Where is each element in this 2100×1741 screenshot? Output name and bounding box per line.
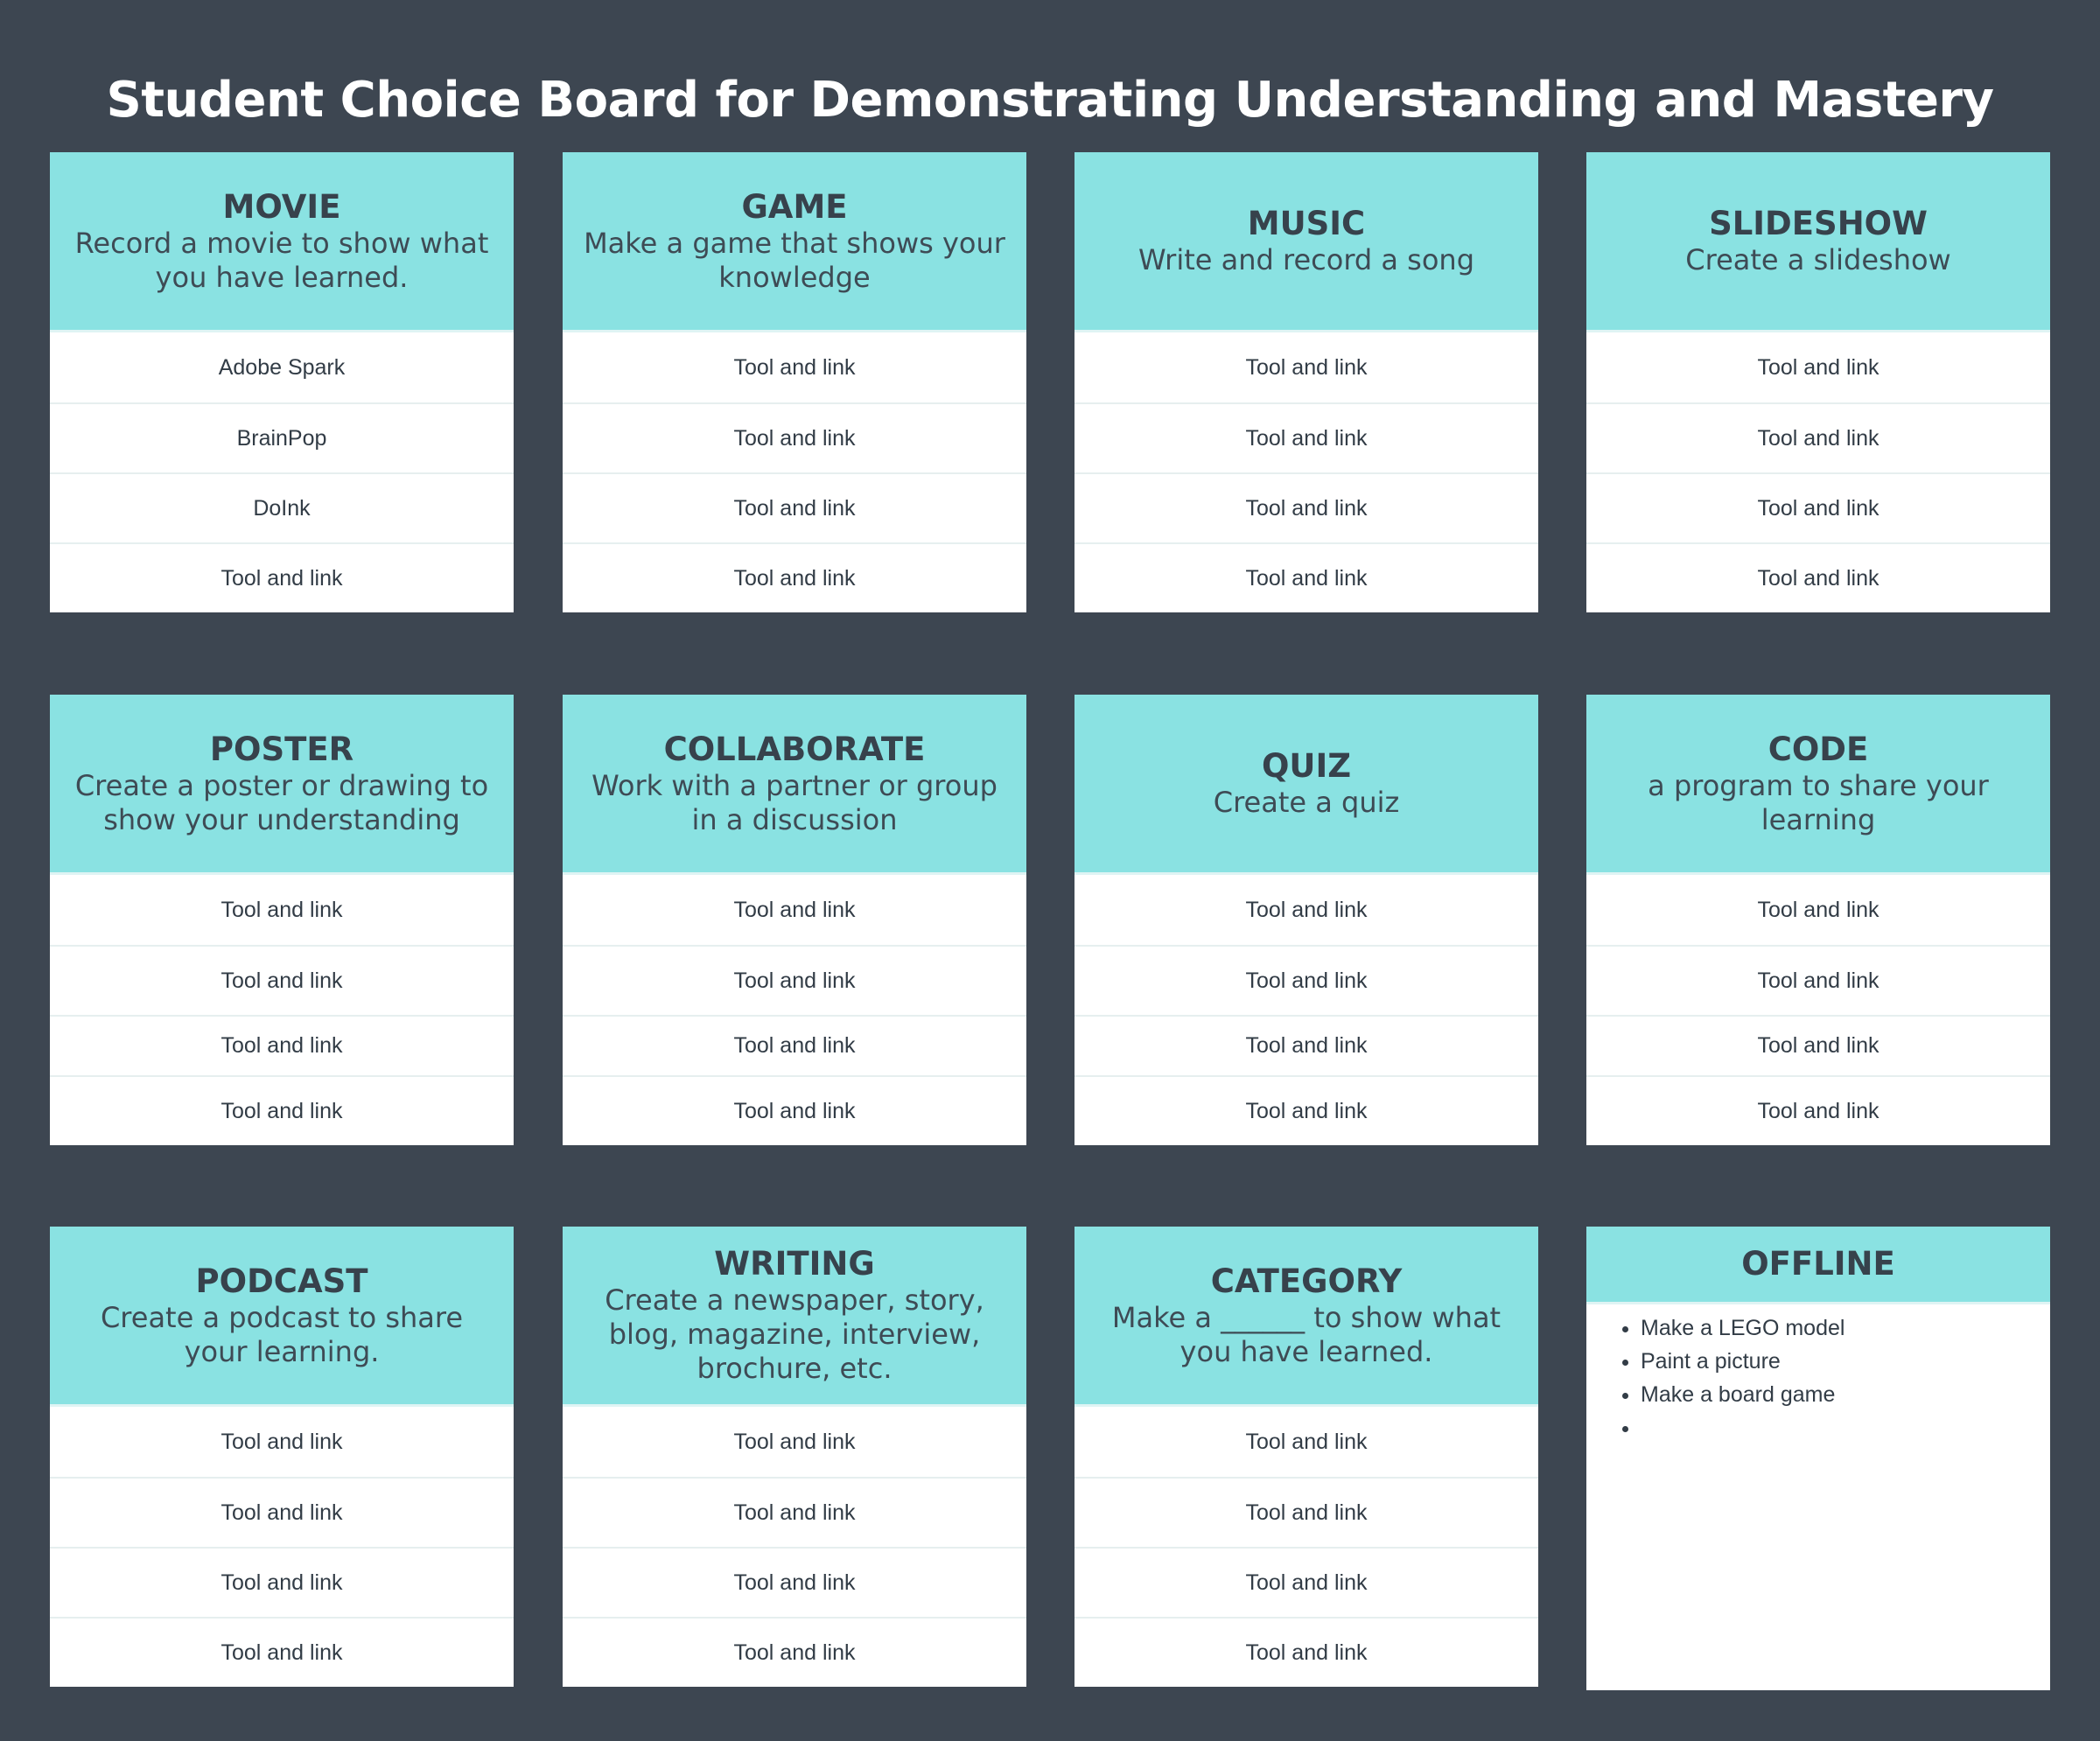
- tool-link[interactable]: Tool and link: [563, 1547, 1026, 1617]
- tool-link[interactable]: Tool and link: [1586, 402, 2050, 472]
- tool-list: [1074, 875, 1538, 1145]
- list-item: • Paint a picture: [1641, 1345, 2050, 1378]
- tool-list: [1074, 332, 1538, 612]
- tool-link[interactable]: Tool and link: [563, 1075, 1026, 1145]
- choice-card-code: [1586, 695, 2050, 1145]
- card-header: [1074, 695, 1538, 875]
- tool-list: [1586, 875, 2050, 1145]
- page-title: Student Choice Board for Demonstrating Understanding and Mastery: [106, 72, 1994, 129]
- tool-list: [563, 875, 1026, 1145]
- tool-link[interactable]: Tool and link: [50, 1015, 514, 1075]
- tool-link[interactable]: Tool and link: [563, 402, 1026, 472]
- card-description: Write and record a song: [1138, 243, 1475, 276]
- card-description: Create a quiz: [1213, 786, 1400, 819]
- tool-list: [50, 1407, 514, 1687]
- card-header: [1586, 1227, 2050, 1304]
- card-header: [50, 152, 514, 332]
- card-description: Create a podcast to share your learning.: [100, 1300, 464, 1368]
- tool-link[interactable]: DoInk: [50, 472, 514, 542]
- choice-card-podcast: [50, 1227, 514, 1687]
- tool-link[interactable]: Tool and link: [220, 1429, 343, 1454]
- tool-link[interactable]: Tool and link: [1074, 1075, 1538, 1145]
- card-description: Create a newspaper, story, blog, magazine, interview, brochure, etc.: [605, 1283, 984, 1385]
- tool-link[interactable]: Tool and link: [1757, 354, 1880, 380]
- tool-list: [563, 332, 1026, 612]
- tool-list: [1074, 1407, 1538, 1687]
- card-title: CODE: [1768, 730, 1869, 768]
- choice-card-offline: [1586, 1227, 2050, 1690]
- tool-link[interactable]: Tool and link: [1074, 1015, 1538, 1075]
- tool-link[interactable]: Tool and link: [1586, 1075, 2050, 1145]
- list-item: • Make a LEGO model: [1641, 1311, 2050, 1345]
- tool-link[interactable]: Tool and link: [50, 542, 514, 612]
- card-header: [1586, 695, 2050, 875]
- tool-link[interactable]: Tool and link: [1074, 402, 1538, 472]
- tool-link[interactable]: Tool and link: [1245, 354, 1368, 380]
- card-title: WRITING: [714, 1245, 875, 1283]
- choice-card-collaborate: [563, 695, 1026, 1145]
- tool-link[interactable]: Tool and link: [1586, 472, 2050, 542]
- tool-link[interactable]: Tool and link: [733, 897, 856, 922]
- card-description: Work with a partner or group in a discussion: [592, 768, 998, 836]
- card-title: QUIZ: [1261, 747, 1352, 785]
- tool-link[interactable]: Tool and link: [563, 945, 1026, 1015]
- list-item: • Make a board game: [1641, 1378, 2050, 1411]
- tool-list: [50, 875, 514, 1145]
- tool-link[interactable]: Tool and link: [1586, 542, 2050, 612]
- card-description: Create a poster or drawing to show your understanding: [74, 768, 489, 836]
- tool-link[interactable]: Tool and link: [50, 1075, 514, 1145]
- tool-link[interactable]: Adobe Spark: [218, 354, 346, 380]
- tool-link[interactable]: Tool and link: [1074, 1617, 1538, 1687]
- choice-card-music: [1074, 152, 1538, 612]
- tool-link[interactable]: Tool and link: [50, 1547, 514, 1617]
- tool-link[interactable]: Tool and link: [1074, 1477, 1538, 1547]
- tool-list: [1586, 332, 2050, 612]
- tool-link[interactable]: Tool and link: [563, 542, 1026, 612]
- choice-card-game: [563, 152, 1026, 612]
- card-title: POSTER: [209, 730, 354, 768]
- tool-link[interactable]: Tool and link: [1757, 897, 1880, 922]
- card-title: GAME: [741, 187, 848, 226]
- tool-link[interactable]: Tool and link: [220, 897, 343, 922]
- list-item: [1641, 1411, 2050, 1444]
- card-header: [563, 695, 1026, 875]
- card-header: [50, 695, 514, 875]
- tool-link[interactable]: Tool and link: [563, 472, 1026, 542]
- tool-link[interactable]: Tool and link: [1074, 542, 1538, 612]
- card-title: SLIDESHOW: [1709, 205, 1928, 242]
- card-description: Make a game that shows your knowledge: [584, 226, 1005, 294]
- tool-list: [563, 1407, 1026, 1687]
- tool-link[interactable]: Tool and link: [1074, 472, 1538, 542]
- card-description: Make a ______ to show what you have learned.: [1111, 1300, 1502, 1368]
- card-header: [563, 1227, 1026, 1407]
- tool-link[interactable]: Tool and link: [50, 1617, 514, 1687]
- tool-link[interactable]: Tool and link: [1586, 945, 2050, 1015]
- card-header: [1586, 152, 2050, 332]
- tool-link[interactable]: Tool and link: [1245, 1429, 1368, 1454]
- tool-link[interactable]: Tool and link: [1586, 1015, 2050, 1075]
- choice-card-quiz: [1074, 695, 1538, 1145]
- card-header: [1074, 152, 1538, 332]
- choice-card-movie: [50, 152, 514, 612]
- card-description: Create a slideshow: [1685, 243, 1951, 276]
- choice-card-category: [1074, 1227, 1538, 1687]
- tool-link[interactable]: Tool and link: [1074, 945, 1538, 1015]
- card-title: CATEGORY: [1210, 1262, 1403, 1300]
- tool-link[interactable]: Tool and link: [733, 354, 856, 380]
- tool-link[interactable]: Tool and link: [1074, 1547, 1538, 1617]
- tool-link[interactable]: Tool and link: [50, 1477, 514, 1547]
- tool-link[interactable]: Tool and link: [563, 1617, 1026, 1687]
- card-title: PODCAST: [195, 1262, 368, 1300]
- tool-list: [50, 332, 514, 612]
- choice-card-slideshow: [1586, 152, 2050, 612]
- tool-link[interactable]: Tool and link: [563, 1477, 1026, 1547]
- card-title: MOVIE: [222, 187, 341, 226]
- card-header: [1074, 1227, 1538, 1407]
- card-header: [563, 152, 1026, 332]
- card-title: MUSIC: [1247, 205, 1366, 242]
- offline-activity-list: [1586, 1304, 2050, 1444]
- tool-link[interactable]: Tool and link: [1245, 897, 1368, 922]
- card-title: COLLABORATE: [663, 730, 926, 768]
- choice-card-writing: [563, 1227, 1026, 1687]
- card-title: OFFLINE: [1741, 1245, 1895, 1283]
- card-description: Record a movie to show what you have learned.: [74, 226, 489, 294]
- tool-link[interactable]: Tool and link: [563, 1015, 1026, 1075]
- card-header: [50, 1227, 514, 1407]
- card-description: a program to share your learning: [1648, 768, 1989, 836]
- choice-card-poster: [50, 695, 514, 1145]
- tool-link[interactable]: Tool and link: [50, 945, 514, 1015]
- tool-link[interactable]: BrainPop: [50, 402, 514, 472]
- tool-link[interactable]: Tool and link: [733, 1429, 856, 1454]
